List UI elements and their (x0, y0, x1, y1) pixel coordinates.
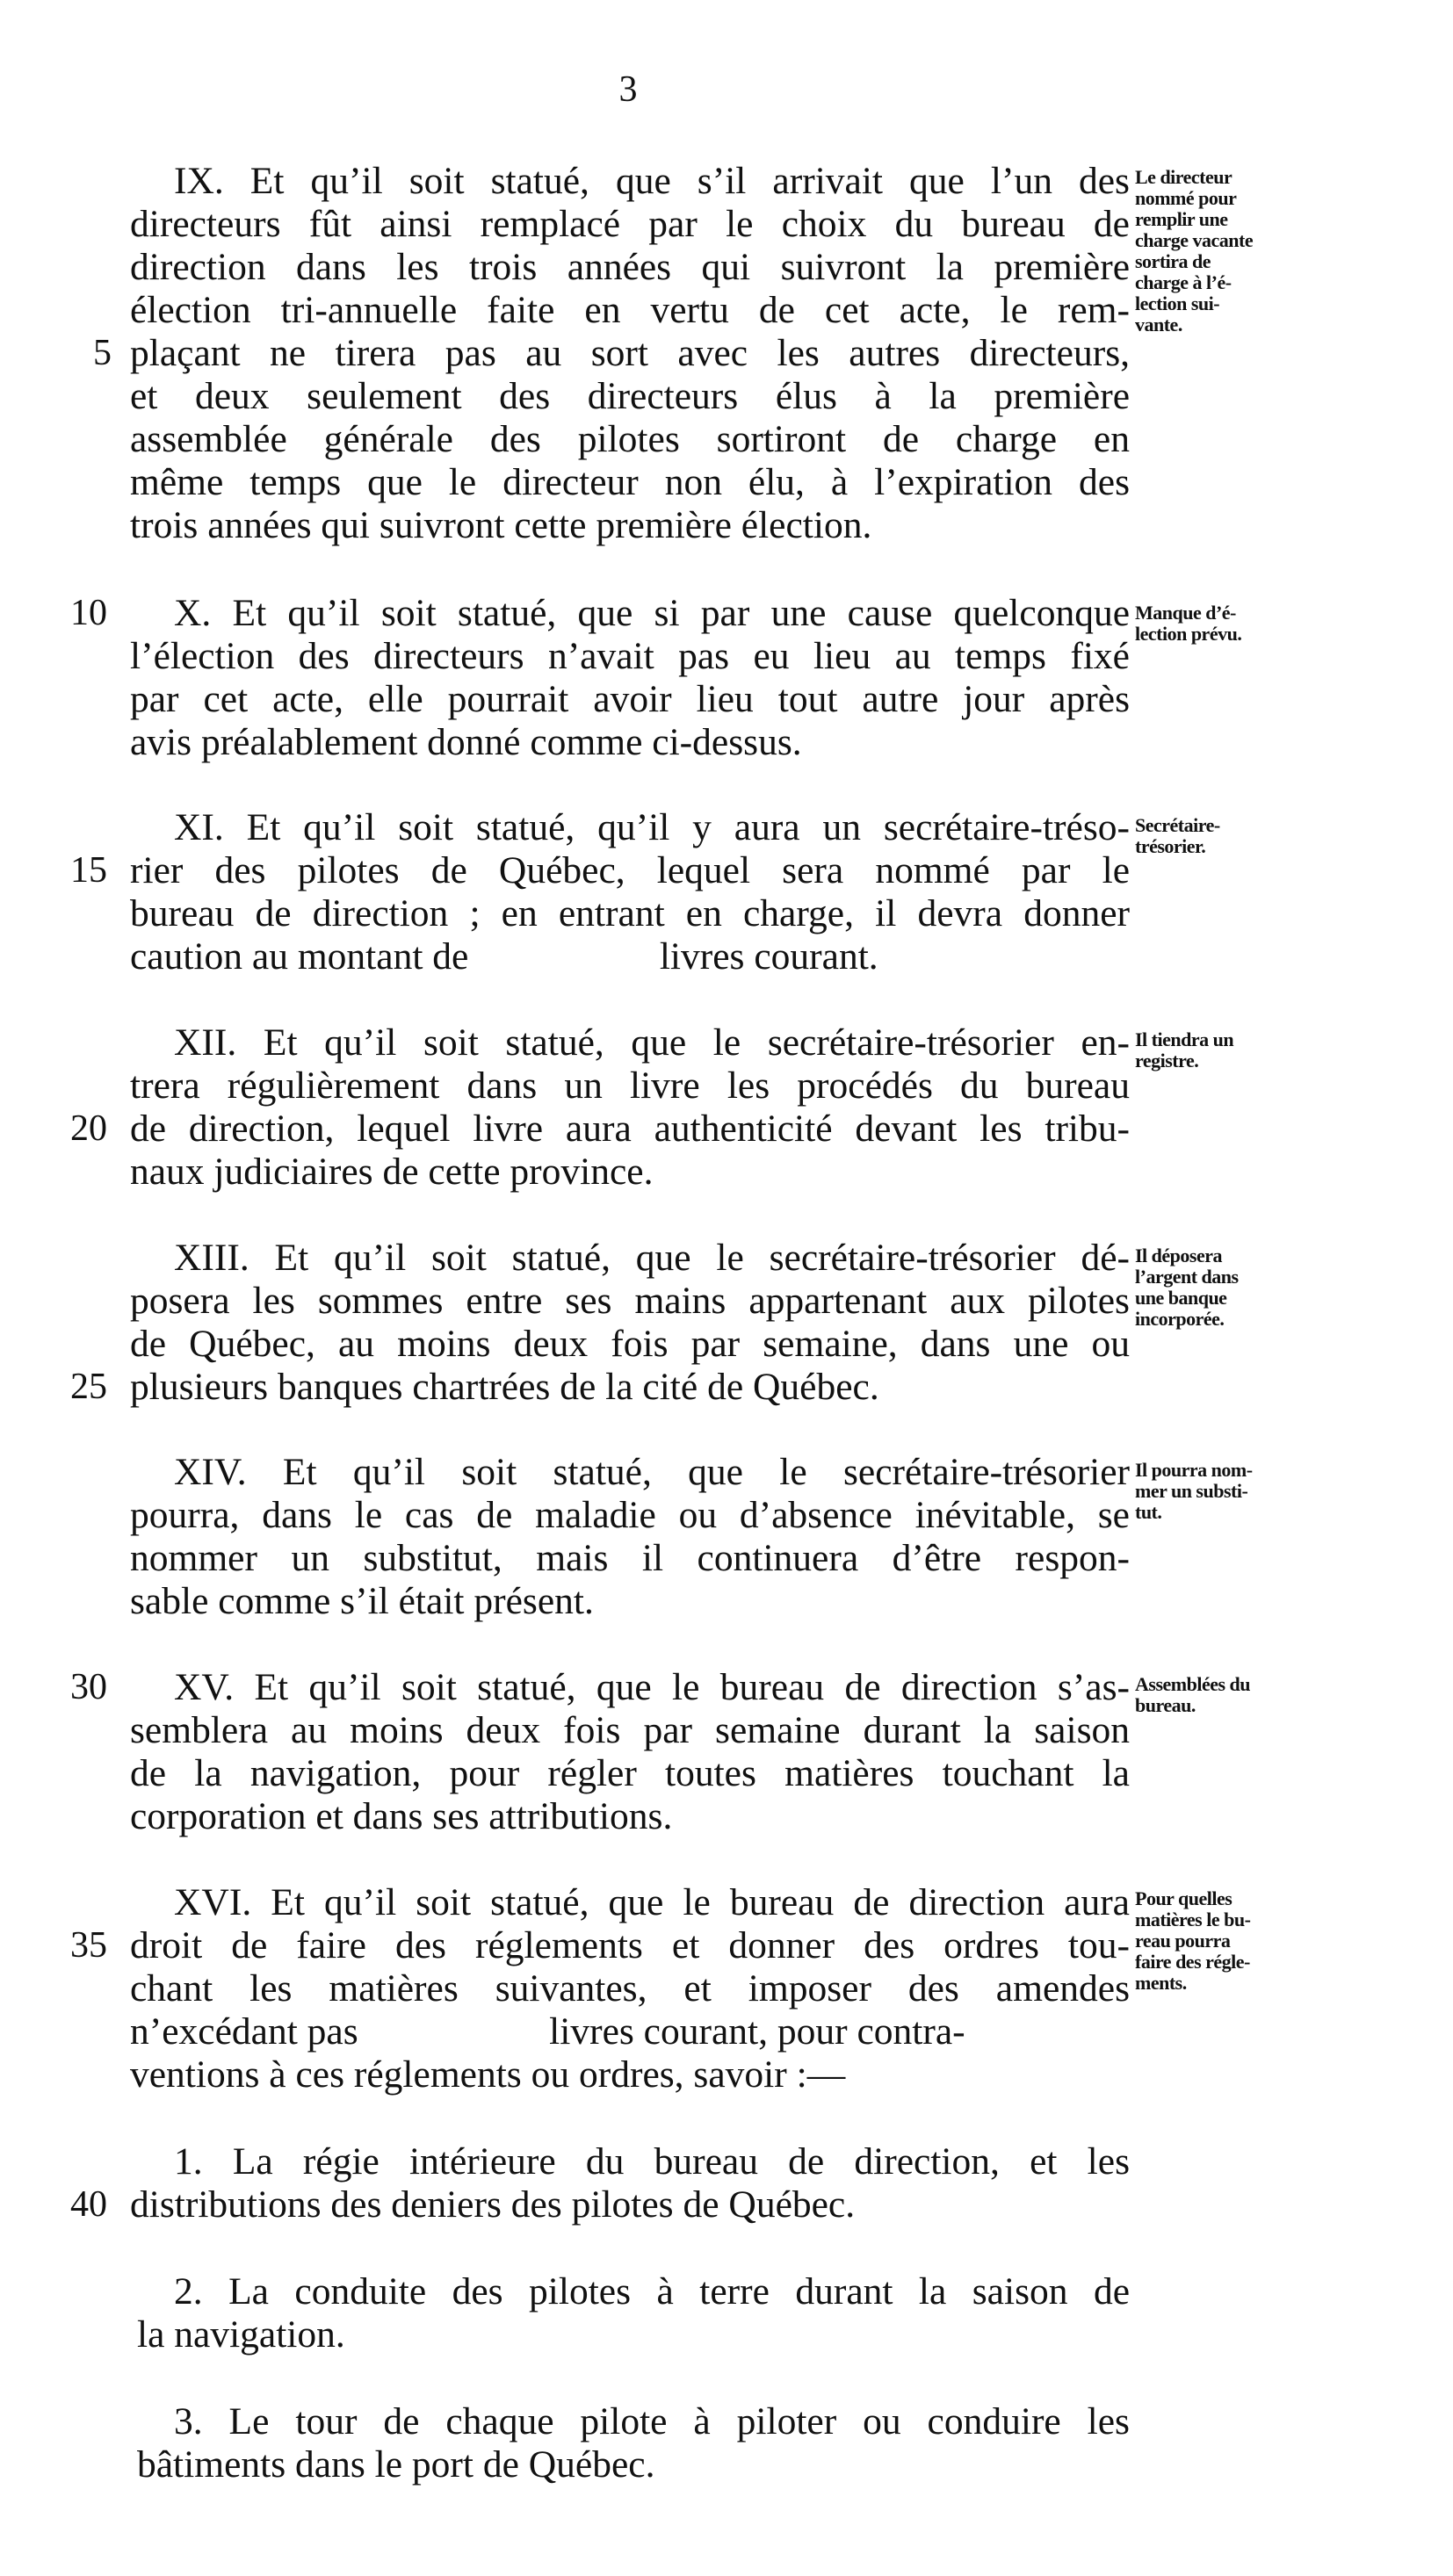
text-line: trois années qui suivront cette première élection. (130, 504, 872, 546)
text-line: plusieurs banques chartrées de la cité de Québec. (130, 1366, 879, 1408)
text-line: chant les matières suivantes, et imposer des amendes (130, 1967, 1130, 2010)
line-number: 40 (70, 2184, 107, 2225)
side-note-line: vante. (1135, 314, 1182, 336)
side-note (1135, 1460, 1328, 1523)
text-line: l’élection des directeurs n’avait pas eu lieu au temps fixé (130, 635, 1130, 677)
side-note-line: lection prévu. (1135, 623, 1242, 645)
text-line: avis préalablement donné comme ci-dessus. (130, 721, 802, 763)
side-note-line: trésorier. (1135, 835, 1206, 857)
side-note-line: Il tiendra un (1135, 1028, 1234, 1050)
text-line: de Québec, au moins deux fois par semaine, dans une ou (130, 1323, 1130, 1365)
text-line: trera régulièrement dans un livre les procédés du bureau (130, 1064, 1130, 1107)
text-line: sable comme s’il était présent. (130, 1580, 594, 1622)
text-line: directeurs fût ainsi remplacé par le choix du bureau de (130, 203, 1130, 245)
text-line: 2. La conduite des pilotes à terre durant la saison de (174, 2270, 1130, 2313)
side-note-line: l’argent dans (1135, 1266, 1239, 1288)
text-line: 1. La régie intérieure du bureau de direction, et les (174, 2140, 1130, 2183)
side-note (1135, 815, 1328, 857)
text-line: même temps que le directeur non élu, à l’expiration des (130, 461, 1130, 503)
side-note-line: charge à l’é- (1135, 271, 1232, 293)
side-note-line: lection sui- (1135, 292, 1220, 314)
text-line: assemblée générale des pilotes sortiront de charge en (130, 418, 1130, 460)
side-note-line: mer un substi- (1135, 1480, 1248, 1502)
text-line: n’excédant pas livres courant, pour contra- (130, 2010, 965, 2053)
side-note-line: Il pourra nom- (1135, 1459, 1253, 1481)
text-line: bureau de direction ; en entrant en charge, il devra donner (130, 892, 1130, 934)
side-note-line: remplir une (1135, 208, 1228, 230)
side-note-line: registre. (1135, 1050, 1199, 1072)
text-line: XIV. Et qu’il soit statué, que le secrétaire-trésorier (174, 1451, 1130, 1493)
side-note (1135, 1029, 1328, 1072)
side-note-line: Il déposera (1135, 1245, 1222, 1266)
line-number: 10 (70, 593, 107, 633)
text-line: plaçant ne tirera pas au sort avec les autres directeurs, (130, 332, 1130, 374)
side-note-line: Assemblées du (1135, 1673, 1251, 1695)
side-note-line: matières le bu- (1135, 1909, 1251, 1930)
text-line: XI. Et qu’il soit statué, qu’il y aura un secrétaire-tréso- (174, 806, 1130, 848)
side-note-line: faire des régle- (1135, 1951, 1250, 1973)
line-number: 30 (70, 1667, 107, 1707)
text-line: XIII. Et qu’il soit statué, que le secrétaire-trésorier dé- (174, 1237, 1130, 1279)
line-number: 35 (70, 1925, 107, 1966)
side-note-line: reau pourra (1135, 1930, 1231, 1952)
text-line: ventions à ces réglements ou ordres, savoir :— (130, 2053, 846, 2096)
text-line: caution au montant de livres courant. (130, 935, 878, 978)
side-note (1135, 1245, 1328, 1330)
side-note-line: charge vacante (1135, 229, 1254, 251)
text-line: pourra, dans le cas de maladie ou d’absence inévitable, se (130, 1494, 1130, 1536)
text-line: posera les sommes entre ses mains appartenant aux pilotes (130, 1280, 1130, 1322)
side-note-line: Pour quelles (1135, 1887, 1233, 1909)
side-note-line: tut. (1135, 1501, 1162, 1523)
text-line: par cet acte, elle pourrait avoir lieu tout autre jour après (130, 678, 1130, 720)
text-line: semblera au moins deux fois par semaine durant la saison (130, 1709, 1130, 1751)
text-line: la navigation. (137, 2313, 345, 2356)
text-line: nommer un substitut, mais il continuera d’être respon- (130, 1537, 1130, 1579)
text-line: de direction, lequel livre aura authenticité devant les tribu- (130, 1108, 1130, 1150)
side-note (1135, 1674, 1328, 1716)
text-line: bâtiments dans le port de Québec. (137, 2443, 655, 2486)
text-line: XVI. Et qu’il soit statué, que le bureau de direction aura (174, 1881, 1130, 1923)
text-line: distributions des deniers des pilotes de Québec. (130, 2183, 856, 2226)
side-note-line: ments. (1135, 1972, 1187, 1994)
side-note-line: nommé pour (1135, 187, 1237, 209)
side-note-line: Le directeur (1135, 166, 1233, 188)
text-line: X. Et qu’il soit statué, que si par une cause quelconque (174, 592, 1130, 634)
side-note-line: sortira de (1135, 250, 1211, 272)
side-note-line: Manque d’é- (1135, 602, 1236, 624)
side-note-line: une banque (1135, 1287, 1227, 1309)
text-line: direction dans les trois années qui suivront la première (130, 246, 1130, 288)
side-note (1135, 603, 1328, 645)
text-line: 3. Le tour de chaque pilote à piloter ou conduire les (174, 2400, 1130, 2443)
side-note (1135, 167, 1328, 336)
text-line: XV. Et qu’il soit statué, que le bureau de direction s’as- (174, 1666, 1130, 1708)
text-line: de la navigation, pour régler toutes matières touchant la (130, 1752, 1130, 1794)
page-number: 3 (618, 69, 638, 110)
line-number: 25 (70, 1367, 107, 1407)
text-line: droit de faire des réglements et donner des ordres tou- (130, 1924, 1130, 1966)
text-line: IX. Et qu’il soit statué, que s’il arrivait que l’un des (174, 160, 1130, 202)
side-note-line: bureau. (1135, 1694, 1196, 1716)
side-note-line: Secrétaire- (1135, 814, 1220, 836)
side-note-line: incorporée. (1135, 1308, 1225, 1330)
text-line: rier des pilotes de Québec, lequel sera nommé par le (130, 849, 1130, 891)
line-number: 20 (70, 1108, 107, 1149)
text-line: corporation et dans ses attributions. (130, 1795, 673, 1837)
side-note (1135, 1888, 1328, 1994)
line-number: 15 (70, 850, 107, 891)
text-line: élection tri-annuelle faite en vertu de cet acte, le rem- (130, 289, 1130, 331)
text-line: naux judiciaires de cette province. (130, 1151, 654, 1193)
line-number: 5 (93, 333, 112, 373)
text-line: XII. Et qu’il soit statué, que le secrétaire-trésorier en- (174, 1021, 1130, 1064)
text-line: et deux seulement des directeurs élus à la première (130, 375, 1130, 417)
